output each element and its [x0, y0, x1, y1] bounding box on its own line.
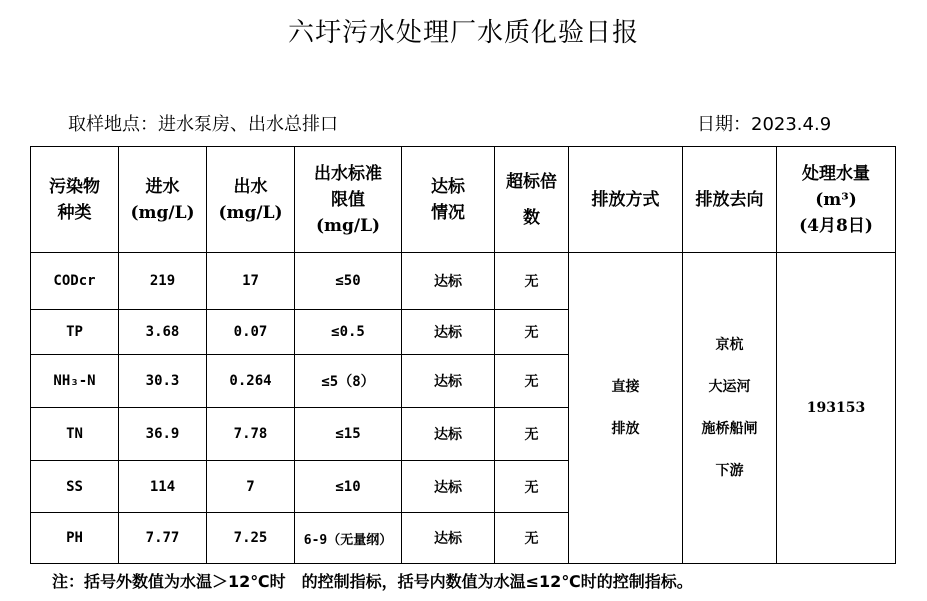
inlet-cell: 30.3	[119, 355, 207, 408]
inlet-cell: 3.68	[119, 310, 207, 355]
standard-cell: ≤10	[295, 461, 402, 513]
water-quality-table	[30, 146, 896, 564]
outlet-cell: 17	[207, 253, 295, 310]
header-outlet: 出水 (mg/L)	[207, 147, 295, 253]
inlet-cell: 219	[119, 253, 207, 310]
treated-volume-cell: 193153	[777, 253, 896, 564]
inlet-cell: 7.77	[119, 513, 207, 564]
sampling-location: 取样地点：进水泵房、出水总排口	[68, 114, 338, 135]
exceed-cell: 无	[495, 513, 569, 564]
exceed-cell: 无	[495, 355, 569, 408]
outlet-cell: 7	[207, 461, 295, 513]
header-compliance: 达标 情况	[402, 147, 495, 253]
outlet-cell: 0.07	[207, 310, 295, 355]
compliance-cell: 达标	[402, 461, 495, 513]
pollutant-cell: NH₃-N	[31, 355, 119, 408]
header-volume: 处理水量 (m³) (4月8日)	[777, 147, 896, 253]
compliance-cell: 达标	[402, 355, 495, 408]
exceed-cell: 无	[495, 253, 569, 310]
pollutant-cell: PH	[31, 513, 119, 564]
footnote: 注：括号外数值为水温＞12℃时 的控制指标，括号内数值为水温≤12℃时的控制指标。	[52, 572, 693, 591]
header-method: 排放方式	[569, 147, 683, 253]
standard-cell: 6-9（无量纲）	[295, 513, 402, 564]
pollutant-cell: CODcr	[31, 253, 119, 310]
standard-cell: ≤50	[295, 253, 402, 310]
compliance-cell: 达标	[402, 253, 495, 310]
table-row	[31, 253, 896, 310]
standard-cell: ≤15	[295, 408, 402, 461]
exceed-cell: 无	[495, 310, 569, 355]
inlet-cell: 36.9	[119, 408, 207, 461]
exceed-cell: 无	[495, 408, 569, 461]
header-exceed: 超标倍 数	[495, 147, 569, 253]
outlet-cell: 0.264	[207, 355, 295, 408]
pollutant-cell: TP	[31, 310, 119, 355]
discharge-method-cell: 直接 排放	[569, 253, 683, 564]
outlet-cell: 7.78	[207, 408, 295, 461]
inlet-cell: 114	[119, 461, 207, 513]
standard-cell: ≤0.5	[295, 310, 402, 355]
pollutant-cell: SS	[31, 461, 119, 513]
standard-cell: ≤5（8）	[295, 355, 402, 408]
header-destination: 排放去向	[683, 147, 777, 253]
header-inlet: 进水 (mg/L)	[119, 147, 207, 253]
pollutant-cell: TN	[31, 408, 119, 461]
discharge-destination-cell: 京杭 大运河 施桥船闸 下游	[683, 253, 777, 564]
compliance-cell: 达标	[402, 310, 495, 355]
report-title: 六圩污水处理厂水质化验日报	[287, 18, 639, 48]
report-date: 日期：2023.4.9	[697, 114, 832, 135]
outlet-cell: 7.25	[207, 513, 295, 564]
header-standard: 出水标准 限值 (mg/L)	[295, 147, 402, 253]
exceed-cell: 无	[495, 461, 569, 513]
compliance-cell: 达标	[402, 513, 495, 564]
compliance-cell: 达标	[402, 408, 495, 461]
table-header-row	[31, 147, 896, 253]
header-pollutant: 污染物 种类	[31, 147, 119, 253]
